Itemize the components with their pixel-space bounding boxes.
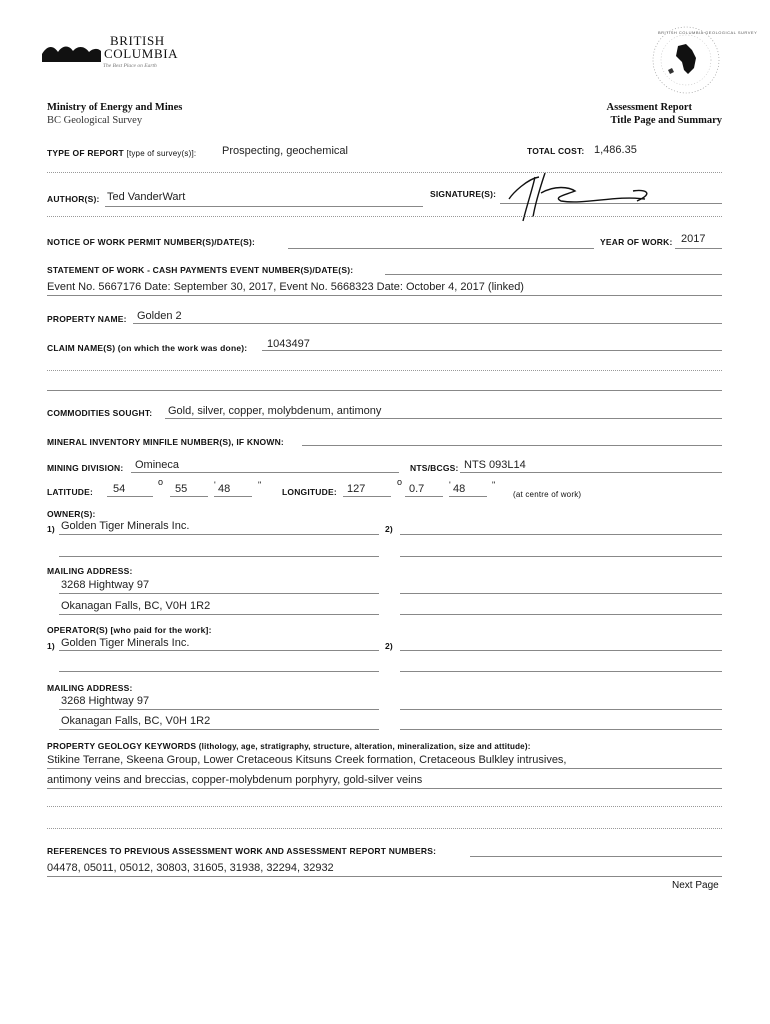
operator-mailing-label: MAILING ADDRESS:	[47, 683, 133, 693]
report-title-2: Title Page and Summary	[610, 115, 722, 126]
property-label: PROPERTY NAME:	[47, 314, 127, 324]
statement-value: Event No. 5667176 Date: September 30, 2017, Event No. 5668323 Date: October 4, 2017 (linked)	[47, 281, 524, 293]
long-sec-line	[449, 496, 487, 497]
longitude-label: LONGITUDE:	[282, 487, 337, 497]
signature-label: SIGNATURE(S):	[430, 189, 497, 199]
bc-logo	[40, 33, 200, 83]
nts-label: NTS/BCGS:	[410, 463, 459, 473]
commodities-value: Gold, silver, copper, molybdenum, antimony	[168, 405, 382, 417]
commodities-label: COMMODITIES SOUGHT:	[47, 408, 153, 418]
logo-tagline: The Best Place on Earth	[103, 63, 157, 69]
operator-address-1: 3268 Hightway 97	[61, 695, 150, 707]
logo-line-1: BRITISH	[110, 33, 165, 48]
long-deg-symbol: o	[397, 477, 403, 487]
geology-line-1: Stikine Terrane, Skeena Group, Lower Cretaceous Kitsuns Creek formation, Cretaceous Bulkley intrusives,	[47, 754, 567, 766]
now-line	[288, 248, 594, 249]
type-of-report-label	[47, 148, 196, 158]
seal-text: BRITISH COLUMBIA GEOLOGICAL SURVEY	[658, 30, 758, 35]
owner-addr1-line	[59, 593, 379, 594]
owner-addr2-line	[59, 614, 379, 615]
owner2-addr2-line	[400, 614, 722, 615]
owner2-addr1-line	[400, 593, 722, 594]
references-line-2	[47, 876, 722, 877]
year-line	[675, 248, 722, 249]
now-label: NOTICE OF WORK PERMIT NUMBER(S)/DATE(S):	[47, 237, 256, 247]
property-value: Golden 2	[137, 310, 182, 322]
mining-division-line	[131, 472, 399, 473]
total-cost-value: 1,486.35	[594, 144, 637, 156]
geology-label-main: PROPERTY GEOLOGY KEYWORDS	[47, 741, 197, 751]
mining-division-value: Omineca	[135, 459, 180, 471]
claim-line-3	[47, 390, 722, 391]
total-cost-label: TOTAL COST:	[527, 146, 585, 156]
ministry-name: Ministry of Energy and Mines	[47, 102, 183, 113]
long-min-line	[405, 496, 443, 497]
bc-wave-icon	[40, 42, 102, 64]
author-divider	[47, 216, 722, 217]
latitude-degrees: 54	[113, 483, 126, 495]
geology-rule-4	[47, 828, 722, 829]
property-line	[133, 323, 722, 324]
owner2-line-b	[400, 556, 722, 557]
nts-line	[460, 472, 722, 473]
references-line-1	[470, 856, 722, 857]
type-of-report-value: Prospecting, geochemical	[222, 145, 348, 157]
long-min-symbol: '	[449, 480, 451, 490]
claim-line-2	[47, 370, 722, 371]
statement-line-1	[385, 274, 722, 275]
references-label: REFERENCES TO PREVIOUS ASSESSMENT WORK AND ASSESSMENT REPORT NUMBERS:	[47, 846, 437, 856]
long-sec-symbol: "	[492, 480, 496, 490]
claim-label	[47, 343, 247, 353]
lat-sec-line	[214, 496, 252, 497]
owner1-line-b	[59, 556, 379, 557]
longitude-degrees: 127	[347, 483, 366, 495]
survey-name: BC Geological Survey	[47, 115, 143, 126]
author-line	[105, 206, 423, 207]
owner-mailing-label: MAILING ADDRESS:	[47, 566, 133, 576]
operator2-addr2-line	[400, 729, 722, 730]
latitude-seconds: 48	[218, 483, 231, 495]
mining-division-label: MINING DIVISION:	[47, 463, 124, 473]
geology-rule-3	[47, 806, 722, 807]
references-value: 04478, 05011, 05012, 30803, 31605, 31938, 32294, 32932	[47, 862, 334, 874]
logo-line-2: COLUMBIA	[104, 46, 179, 61]
latitude-minutes: 55	[175, 483, 188, 495]
author-value: Ted VanderWart	[107, 191, 186, 203]
lat-deg-line	[107, 496, 153, 497]
claim-label-main: CLAIM NAME(S)	[47, 343, 116, 353]
nts-value: NTS 093L14	[464, 459, 526, 471]
longitude-minutes: 0.7	[409, 483, 425, 495]
claim-line-1	[262, 350, 722, 351]
owner2-line	[400, 534, 722, 535]
operator1-line	[59, 650, 379, 651]
report-title-1: Assessment Report	[606, 102, 692, 113]
operator-address-2: Okanagan Falls, BC, V0H 1R2	[61, 715, 211, 727]
statement-line-2	[47, 295, 722, 296]
operator2-line-b	[400, 671, 722, 672]
type-label-main: TYPE OF REPORT	[47, 148, 124, 158]
operator-addr2-line	[59, 729, 379, 730]
claim-value: 1043497	[267, 338, 310, 350]
owner-address-1: 3268 Hightway 97	[61, 579, 150, 591]
lat-sec-symbol: "	[258, 480, 262, 490]
lat-min-symbol: '	[214, 480, 216, 490]
longitude-seconds: 48	[453, 483, 466, 495]
owners-label: OWNER(S):	[47, 509, 96, 519]
centre-note: (at centre of work)	[513, 490, 582, 499]
author-label: AUTHOR(S):	[47, 194, 100, 204]
bcgs-seal	[648, 24, 758, 96]
operator1-number: 1)	[47, 641, 55, 651]
operator2-number: 2)	[385, 641, 393, 651]
operator1-line-b	[59, 671, 379, 672]
geology-rule-2	[47, 788, 722, 789]
claim-label-sub: (on which the work was done):	[117, 343, 248, 353]
geology-label-sub: (lithology, age, stratigraphy, structure, alteration, mineralization, size and attitude):	[198, 742, 531, 751]
geology-line-2: antimony veins and breccias, copper-molybdenum porphyry, gold-silver veins	[47, 774, 423, 786]
operator2-addr1-line	[400, 709, 722, 710]
operator-addr1-line	[59, 709, 379, 710]
long-deg-line	[343, 496, 391, 497]
year-value: 2017	[681, 233, 706, 245]
geology-rule-1	[47, 768, 722, 769]
operator2-line	[400, 650, 722, 651]
latitude-label: LATITUDE:	[47, 487, 94, 497]
year-label: YEAR OF WORK:	[600, 237, 673, 247]
next-page-link[interactable]: Next Page	[672, 880, 719, 891]
owner1-line	[59, 534, 379, 535]
lat-min-line	[170, 496, 208, 497]
operators-label-main: OPERATOR(S)	[47, 625, 108, 635]
minfile-line	[302, 445, 722, 446]
owner1-number: 1)	[47, 524, 55, 534]
commodities-line	[165, 418, 722, 419]
lat-deg-symbol: o	[158, 477, 164, 487]
operators-label	[47, 625, 212, 635]
statement-label: STATEMENT OF WORK - CASH PAYMENTS EVENT NUMBER(S)/DATE(S):	[47, 265, 354, 275]
type-label-sub: [type of survey(s)]:	[126, 149, 197, 158]
geology-label	[47, 741, 531, 751]
owner-address-2: Okanagan Falls, BC, V0H 1R2	[61, 600, 211, 612]
owner2-number: 2)	[385, 524, 393, 534]
minfile-label: MINERAL INVENTORY MINFILE NUMBER(S), IF KNOWN:	[47, 437, 284, 447]
operators-label-sub: [who paid for the work]:	[110, 625, 212, 635]
operator1-value: Golden Tiger Minerals Inc.	[61, 637, 190, 649]
owner1-value: Golden Tiger Minerals Inc.	[61, 520, 190, 532]
